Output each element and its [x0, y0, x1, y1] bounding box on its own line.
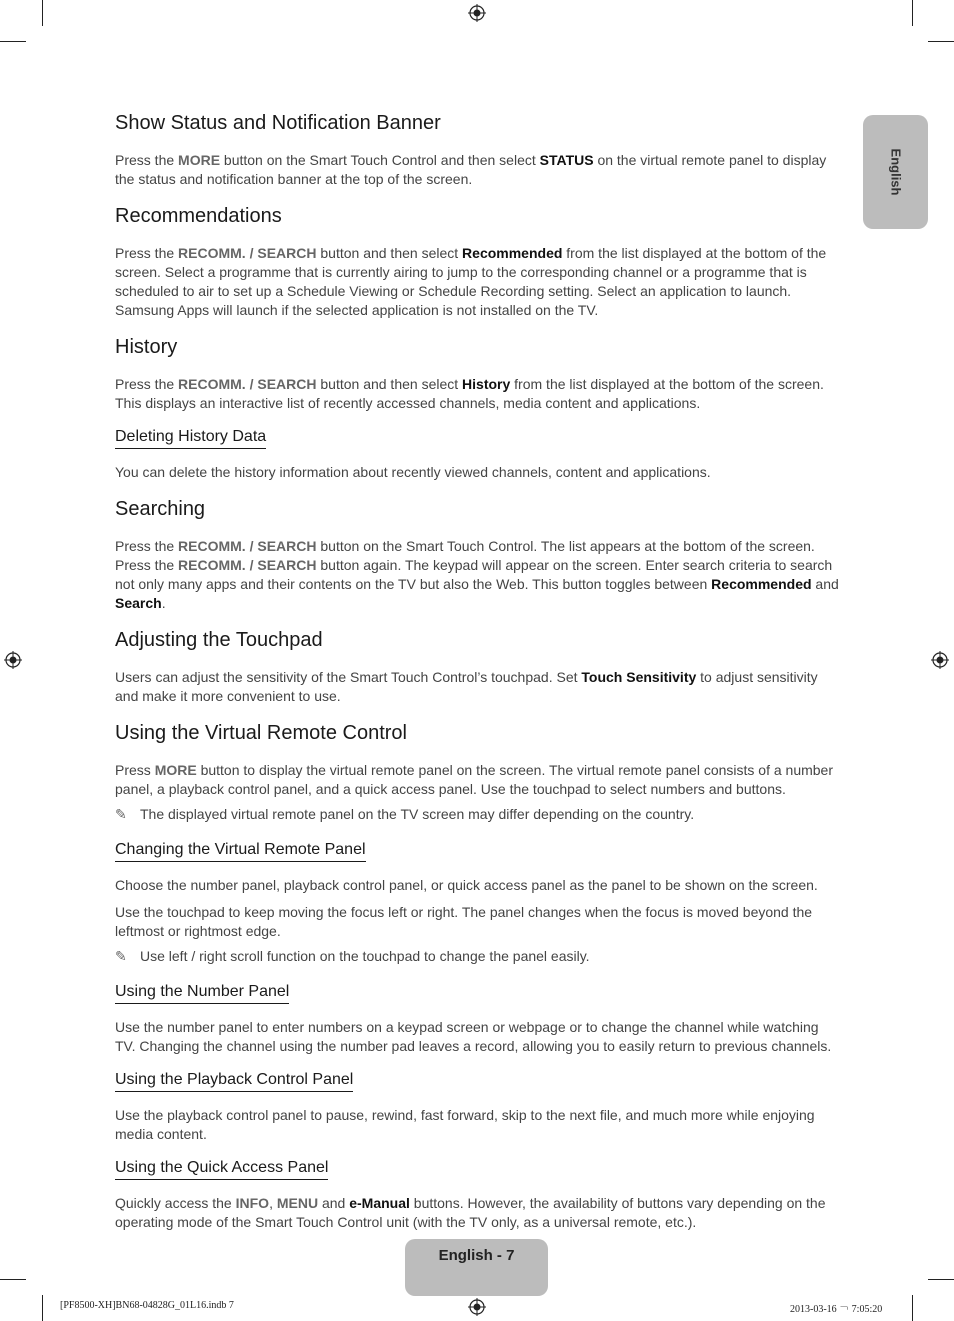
subsection-title: Using the Quick Access Panel: [115, 1158, 328, 1180]
section-title: Searching: [115, 498, 206, 520]
section-virtual-remote: [115, 720, 840, 1232]
manual-content: [115, 110, 840, 1246]
section-touchpad: [115, 627, 840, 706]
subsection-title: Changing the Virtual Remote Panel: [115, 840, 366, 862]
paragraph: Press the RECOMM. / SEARCH button and then select History from the list displayed at the bottom of the screen. This displays an interactive list of recently accessed channels, media content and applications.: [115, 376, 824, 411]
page-number: English - 7: [438, 1247, 515, 1264]
registration-mark-icon: [468, 1298, 486, 1316]
subsection-changing-panel: [115, 840, 840, 966]
paragraph: You can delete the history information about recently viewed channels, content and applications.: [115, 464, 711, 480]
subsection-quick-access-panel: [115, 1158, 840, 1232]
paragraph: Users can adjust the sensitivity of the Smart Touch Control’s touchpad. Set Touch Sensitivity to adjust sensitivity and make it more convenient to use.: [115, 669, 818, 704]
paragraph: Quickly access the INFO, MENU and e-Manual buttons. However, the availability of buttons vary depending on the operating mode of the Smart Touch Control unit (with the TV only, as a universal remote, etc.).: [115, 1195, 826, 1230]
pencil-note-icon: ✎: [115, 806, 127, 822]
language-label: English: [888, 148, 903, 196]
crop-mark: [912, 1295, 913, 1321]
paragraph: Use the number panel to enter numbers on a keypad screen or webpage or to change the channel while watching TV. Changing the channel using the number pad leaves a record, allowing you to easily return to previous channels.: [115, 1019, 832, 1054]
subsection-playback-panel: [115, 1070, 840, 1144]
crop-mark: [42, 1295, 43, 1321]
subsection-deleting-history: [115, 427, 840, 482]
paragraph: Press the RECOMM. / SEARCH button and then select Recommended from the list displayed at the bottom of the screen. Select a programme that is currently airing to jump to the corresponding channel or a programme that is scheduled to air to set up a Schedule Viewing or Schedule Recording setting. Select an application to launch. Samsung Apps will launch if the selected application is not installed on the TV.: [115, 245, 827, 318]
section-title: Adjusting the Touchpad: [115, 629, 323, 651]
crop-mark: [928, 41, 954, 42]
print-slug-file: [PF8500-XH]BN68-04828G_01L16.indb 7: [60, 1300, 234, 1311]
language-side-tab: [863, 115, 928, 229]
crop-mark: [0, 1279, 26, 1280]
section-title: Show Status and Notification Banner: [115, 112, 441, 134]
note: ✎ Use left / right scroll function on the touchpad to change the panel easily.: [115, 948, 590, 964]
paragraph: Choose the number panel, playback control panel, or quick access panel as the panel to be shown on the screen.: [115, 877, 818, 893]
note: ✎ The displayed virtual remote panel on the TV screen may differ depending on the country.: [115, 806, 695, 822]
section-title: Using the Virtual Remote Control: [115, 722, 407, 744]
paragraph: Use the playback control panel to pause, rewind, fast forward, skip to the next file, and much more while enjoying media content.: [115, 1107, 815, 1142]
section-searching: [115, 496, 840, 613]
registration-mark-icon: [468, 4, 486, 22]
crop-mark: [928, 1279, 954, 1280]
subsection-number-panel: [115, 982, 840, 1056]
section-history: [115, 334, 840, 482]
crop-mark: [0, 41, 26, 42]
subsection-title: Using the Number Panel: [115, 982, 289, 1004]
section-status: [115, 110, 840, 189]
paragraph: Press MORE button to display the virtual remote panel on the screen. The virtual remote panel consists of a number panel, a playback control panel, and a quick access panel. Use the touchpad to select numbers and buttons.: [115, 762, 834, 797]
subsection-title: Deleting History Data: [115, 427, 266, 449]
section-title: Recommendations: [115, 205, 282, 227]
pencil-note-icon: ✎: [115, 948, 127, 964]
crop-mark: [912, 0, 913, 26]
section-recommendations: [115, 203, 840, 320]
paragraph: Press the RECOMM. / SEARCH button on the Smart Touch Control. The list appears at the bottom of the screen. Press the RECOMM. / SEARCH button again. The keypad will appear on the screen. Enter search criteria to search not only many apps and their contents on the TV but also the Web. This button toggles between Recommended and Search.: [115, 538, 839, 611]
registration-mark-icon: [931, 651, 949, 669]
print-slug-timestamp: 2013-03-16 ￢ 7:05:20: [790, 1304, 883, 1315]
paragraph: Use the touchpad to keep moving the focus left or right. The panel changes when the focus is moved beyond the leftmost or rightmost edge.: [115, 904, 813, 939]
page-number-tab: [405, 1239, 548, 1296]
section-title: History: [115, 336, 178, 358]
registration-mark-icon: [4, 651, 22, 669]
paragraph: Press the MORE button on the Smart Touch Control and then select STATUS on the virtual remote panel to display the status and notification banner at the top of the screen.: [115, 152, 827, 187]
crop-mark: [42, 0, 43, 26]
subsection-title: Using the Playback Control Panel: [115, 1070, 353, 1092]
